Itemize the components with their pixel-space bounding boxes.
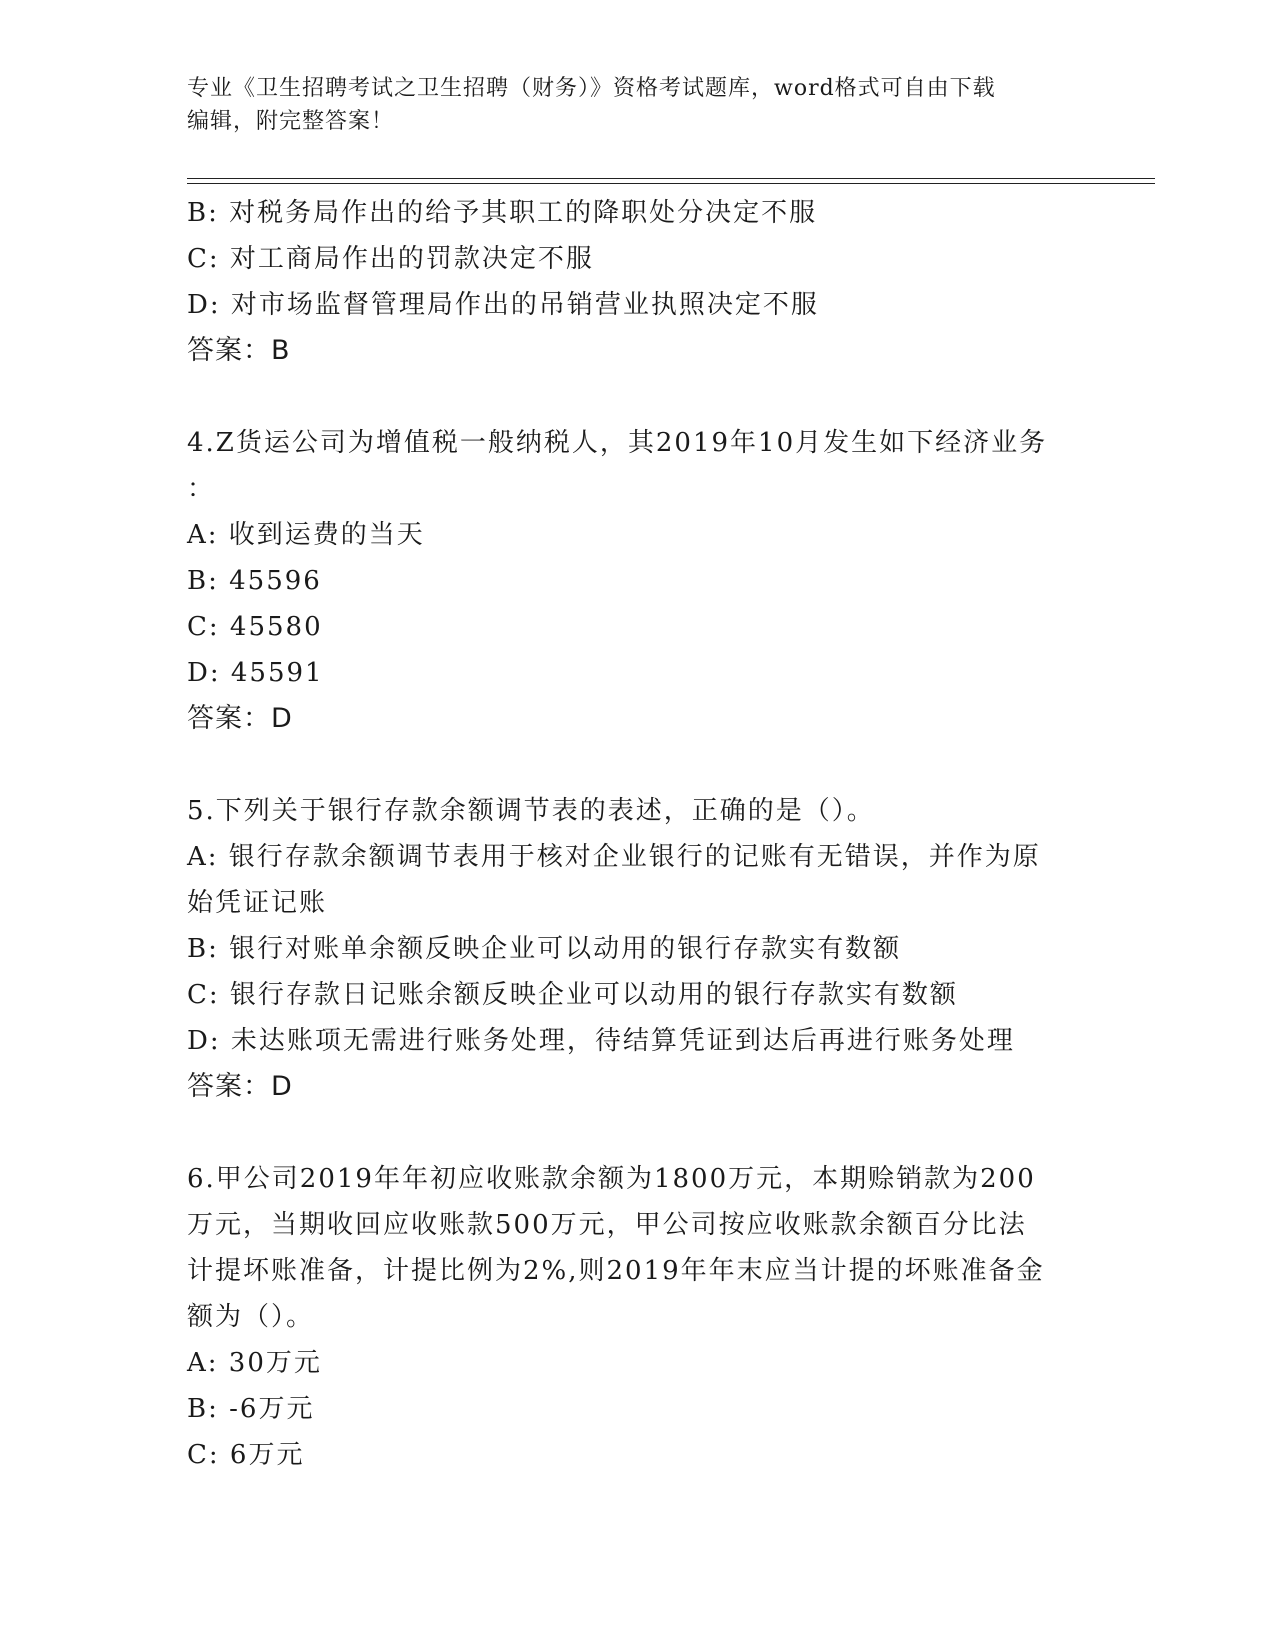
- option-b: B: 银行对账单余额反映企业可以动用的银行存款实有数额: [187, 934, 902, 964]
- header-line-1: 专业《卫生招聘考试之卫生招聘（财务）》资格考试题库，word格式可自由下载: [187, 76, 996, 101]
- spacer: [187, 374, 1087, 420]
- option-d: D: 未达账项无需进行账务处理，待结算凭证到达后再进行账务处理: [187, 1026, 1015, 1056]
- question-stem-continued: 计提坏账准备，计提比例为2%,则2019年年末应当计提的坏账准备金: [187, 1256, 1045, 1286]
- question-3: [187, 190, 1087, 374]
- spacer: [187, 742, 1087, 788]
- option-b: B: 45596: [187, 566, 322, 596]
- option-a: A: 银行存款余额调节表用于核对企业银行的记账有无错误，并作为原: [187, 842, 1041, 872]
- question-4: [187, 420, 1087, 742]
- option-a-continued: 始凭证记账: [187, 888, 328, 918]
- option-b: B: 对税务局作出的给予其职工的降职处分决定不服: [187, 198, 818, 228]
- option-c: C: 对工商局作出的罚款决定不服: [187, 244, 594, 274]
- answer: 答案：D: [187, 1071, 293, 1102]
- question-stem: 4.Z货运公司为增值税一般纳税人，其2019年10月发生如下经济业务: [187, 428, 1048, 458]
- question-list: [187, 190, 1087, 1478]
- option-b: B: -6万元: [187, 1394, 315, 1424]
- question-stem-continued: ：: [187, 474, 216, 504]
- option-a: A: 30万元: [187, 1348, 322, 1378]
- option-c: C: 6万元: [187, 1440, 305, 1470]
- answer: 答案：D: [187, 703, 293, 734]
- option-c: C: 银行存款日记账余额反映企业可以动用的银行存款实有数额: [187, 980, 958, 1010]
- question-5: [187, 788, 1087, 1110]
- question-6: [187, 1156, 1087, 1478]
- option-c: C: 45580: [187, 612, 323, 642]
- header-line-2: 编辑，附完整答案！: [187, 109, 395, 134]
- option-d: D: 对市场监督管理局作出的吊销营业执照决定不服: [187, 290, 819, 320]
- header-divider-top: [187, 178, 1155, 179]
- question-stem-continued: 万元，当期收回应收账款500万元，甲公司按应收账款余额百分比法: [187, 1210, 1027, 1240]
- document-header: [187, 72, 1087, 138]
- question-stem-continued: 额为（）。: [187, 1302, 315, 1332]
- option-a: A: 收到运费的当天: [187, 520, 425, 550]
- question-stem: 6.甲公司2019年年初应收账款余额为1800万元，本期赊销款为200: [187, 1164, 1036, 1194]
- header-divider-bottom: [187, 183, 1155, 184]
- spacer: [187, 1110, 1087, 1156]
- option-d: D: 45591: [187, 658, 324, 688]
- question-stem: 5.下列关于银行存款余额调节表的表述，正确的是（）。: [187, 796, 875, 826]
- answer: 答案：B: [187, 335, 291, 366]
